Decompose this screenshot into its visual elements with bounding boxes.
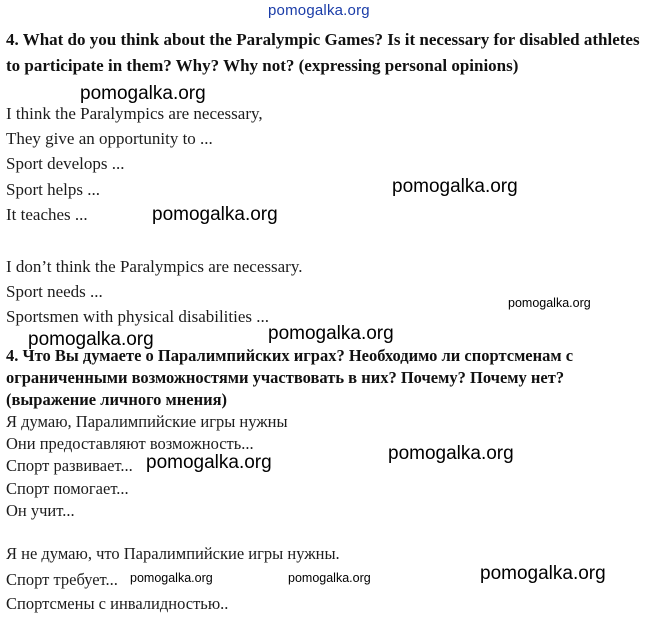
english-positive-line: Sport helps ...: [6, 180, 100, 199]
russian-positive-line: Спорт помогает...: [6, 479, 129, 498]
watermark: pomogalka.org: [480, 563, 606, 584]
watermark: pomogalka.org: [268, 323, 394, 344]
watermark: pomogalka.org: [392, 176, 518, 197]
watermark-top: pomogalka.org: [268, 2, 370, 19]
english-positive-line: Sport develops ...: [6, 154, 125, 173]
english-positive-line: They give an opportunity to ...: [6, 129, 213, 148]
watermark: pomogalka.org: [288, 571, 371, 585]
english-negative-line: Sportsmen with physical disabilities ...: [6, 307, 270, 326]
english-negative-line: Sport needs ...: [6, 282, 103, 301]
russian-negative-line: Спортсмены с инвалидностью..: [6, 594, 229, 613]
watermark: pomogalka.org: [152, 204, 278, 225]
english-question: 4. What do you think about the Paralympic Games? Is it necessary for disabled athletes to participate in them? Why? Why not? (expressing personal opinions): [6, 30, 640, 75]
watermark: pomogalka.org: [508, 296, 591, 310]
english-positive-line: I think the Paralympics are necessary,: [6, 104, 263, 123]
watermark: pomogalka.org: [28, 329, 154, 350]
english-positive-line: It teaches ...: [6, 205, 88, 224]
russian-negative-line: Я не думаю, что Паралимпийские игры нужны.: [6, 544, 340, 563]
russian-negative-line: Спорт требует...: [6, 570, 118, 589]
english-negative-line: I don’t think the Paralympics are necessary.: [6, 257, 303, 276]
watermark: pomogalka.org: [146, 452, 272, 473]
russian-positive-line: Они предоставляют возможность...: [6, 434, 254, 453]
watermark: pomogalka.org: [80, 83, 206, 104]
russian-positive-line: Он учит...: [6, 501, 75, 520]
watermark: pomogalka.org: [388, 443, 514, 464]
watermark: pomogalka.org: [130, 571, 213, 585]
russian-positive-line: Я думаю, Паралимпийские игры нужны: [6, 412, 288, 431]
russian-positive-line: Спорт развивает...: [6, 456, 133, 475]
russian-question: 4. Что Вы думаете о Паралимпийских играх? Необходимо ли спортсменам с ограниченными возможностями участвовать в них? Почему? Почему нет? (выражение личного мнения): [6, 346, 574, 409]
